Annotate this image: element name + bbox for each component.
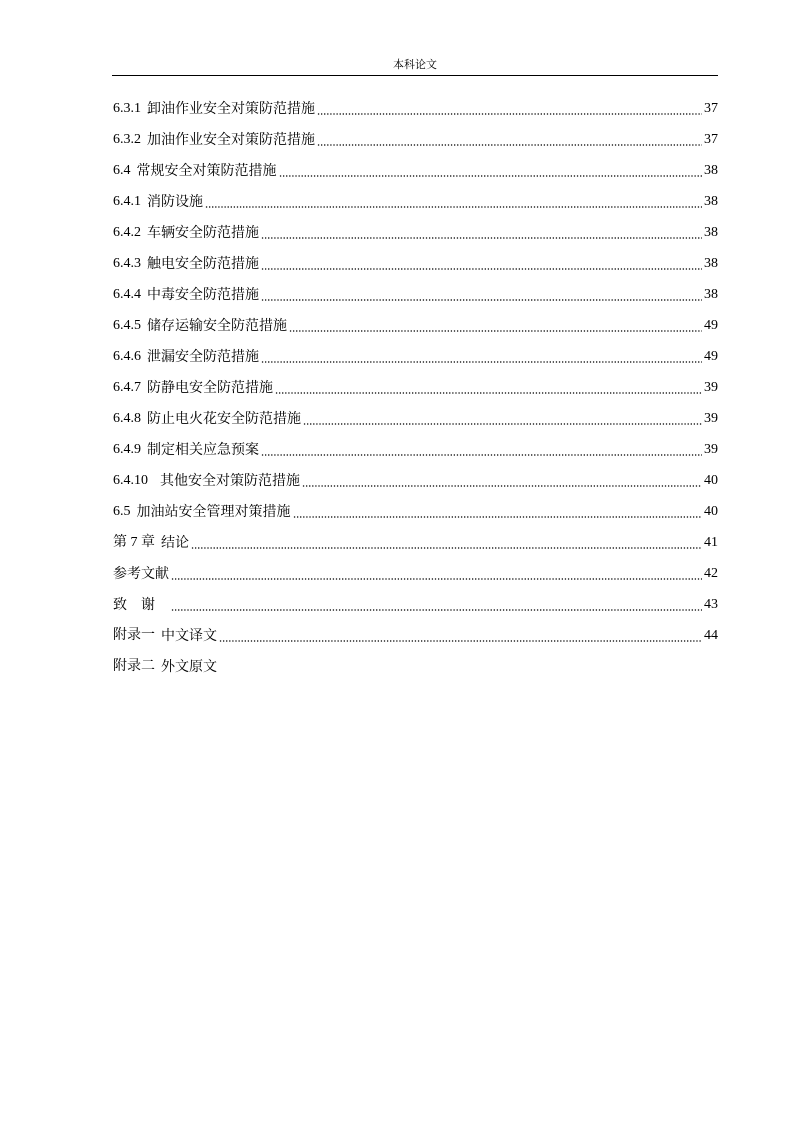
toc-entry-page: 38 — [704, 286, 718, 302]
toc-entry-page: 49 — [704, 317, 718, 333]
toc-entry-page: 39 — [704, 410, 718, 426]
dot-leader — [171, 608, 702, 612]
toc-entry-title: 中毒安全防范措施 — [147, 286, 259, 303]
toc-entry[interactable] — [113, 155, 718, 186]
toc-entry[interactable] — [113, 434, 718, 465]
toc-entry-page: 43 — [704, 596, 718, 612]
toc-entry-title: 致谢 — [113, 596, 169, 613]
dot-leader — [293, 515, 703, 519]
toc-entry-title: 其他安全对策防范措施 — [160, 472, 300, 489]
toc-entry-title: 防止电火花安全防范措施 — [147, 410, 301, 427]
dot-leader — [302, 484, 702, 488]
dot-leader — [261, 236, 702, 240]
toc-entry-title: 常规安全对策防范措施 — [136, 162, 277, 179]
dot-leader — [279, 174, 703, 178]
toc-entry-number: 6.4.5 — [113, 317, 141, 333]
toc-entry-page: 39 — [704, 379, 718, 395]
dot-leader — [261, 360, 702, 364]
toc-entry[interactable] — [113, 465, 718, 496]
header-title: 本科论文 — [393, 58, 437, 71]
toc-entry-page: 37 — [704, 131, 718, 147]
toc-entry-title: 中文译文 — [161, 627, 217, 644]
toc-entry-page: 41 — [704, 534, 718, 550]
toc-entry-number: 6.4 — [113, 162, 131, 178]
toc-entry-number: 6.5 — [113, 503, 131, 519]
dot-leader — [317, 112, 702, 116]
dot-leader — [205, 205, 702, 209]
toc-entry[interactable] — [113, 217, 718, 248]
toc-entry-number: 6.4.7 — [113, 379, 141, 395]
toc-entry-title: 卸油作业安全对策防范措施 — [147, 100, 315, 117]
toc-entry-title: 消防设施 — [147, 193, 203, 210]
toc-entry-page: 38 — [704, 193, 718, 209]
dot-leader — [219, 639, 702, 643]
dot-leader — [275, 391, 702, 395]
toc-entry-number: 6.4.10 — [113, 472, 148, 488]
toc-entry[interactable] — [113, 620, 718, 651]
toc-entry[interactable] — [113, 558, 718, 589]
toc-entry-title: 结论 — [161, 534, 189, 551]
toc-entry-number: 6.3.1 — [113, 100, 141, 116]
toc-entry-number: 第 7 章 — [113, 534, 155, 550]
dot-leader — [289, 329, 702, 333]
toc-entry-number: 附录二 — [113, 658, 155, 674]
toc-entry-page: 39 — [704, 441, 718, 457]
toc-entry[interactable] — [113, 403, 718, 434]
toc-entry-number: 6.4.2 — [113, 224, 141, 240]
toc-entry-page: 40 — [704, 503, 718, 519]
toc-entry-title: 触电安全防范措施 — [147, 255, 259, 272]
toc-entry-title: 泄漏安全防范措施 — [147, 348, 259, 365]
toc-entry-number: 附录一 — [113, 627, 155, 643]
toc-entry-title: 车辆安全防范措施 — [147, 224, 259, 241]
toc-entry-title: 参考文献 — [113, 565, 169, 582]
dot-leader — [171, 577, 702, 581]
toc-entry-page: 38 — [704, 224, 718, 240]
toc-entry-title: 加油作业安全对策防范措施 — [147, 131, 315, 148]
page-header — [112, 58, 718, 76]
toc-entry-page: 42 — [704, 565, 718, 581]
toc-entry-number: 6.3.2 — [113, 131, 141, 147]
dot-leader — [191, 546, 702, 550]
toc-entry-page: 38 — [704, 162, 718, 178]
toc-entry-number: 6.4.9 — [113, 441, 141, 457]
toc-entry-page: 49 — [704, 348, 718, 364]
toc-entry-page: 44 — [704, 627, 718, 643]
toc-entry-title: 防静电安全防范措施 — [147, 379, 273, 396]
dot-leader — [261, 453, 702, 457]
toc-entry-page: 40 — [704, 472, 718, 488]
toc-entry-number: 6.4.3 — [113, 255, 141, 271]
toc-entry[interactable] — [113, 310, 718, 341]
toc-entry-page: 37 — [704, 100, 718, 116]
toc-entry[interactable] — [113, 248, 718, 279]
toc-entry-number: 6.4.8 — [113, 410, 141, 426]
toc-entry-number: 6.4.1 — [113, 193, 141, 209]
toc-entry-title: 加油站安全管理对策措施 — [136, 503, 291, 520]
toc-entry-title: 外文原文 — [161, 658, 217, 675]
toc-entry-title: 制定相关应急预案 — [147, 441, 259, 458]
dot-leader — [303, 422, 702, 426]
toc-entry[interactable] — [113, 186, 718, 217]
toc-entry[interactable] — [113, 527, 718, 558]
toc-entry[interactable] — [113, 124, 718, 155]
toc-entry-page: 38 — [704, 255, 718, 271]
dot-leader — [261, 267, 702, 271]
table-of-contents — [113, 93, 718, 682]
toc-entry[interactable] — [113, 496, 718, 527]
toc-entry-title: 储存运输安全防范措施 — [147, 317, 287, 334]
toc-entry[interactable] — [113, 651, 718, 682]
dot-leader — [317, 143, 702, 147]
dot-leader — [261, 298, 702, 302]
toc-entry[interactable] — [113, 341, 718, 372]
toc-entry[interactable] — [113, 93, 718, 124]
toc-entry[interactable] — [113, 589, 718, 620]
toc-entry-number: 6.4.4 — [113, 286, 141, 302]
toc-entry[interactable] — [113, 372, 718, 403]
toc-entry[interactable] — [113, 279, 718, 310]
toc-entry-number: 6.4.6 — [113, 348, 141, 364]
